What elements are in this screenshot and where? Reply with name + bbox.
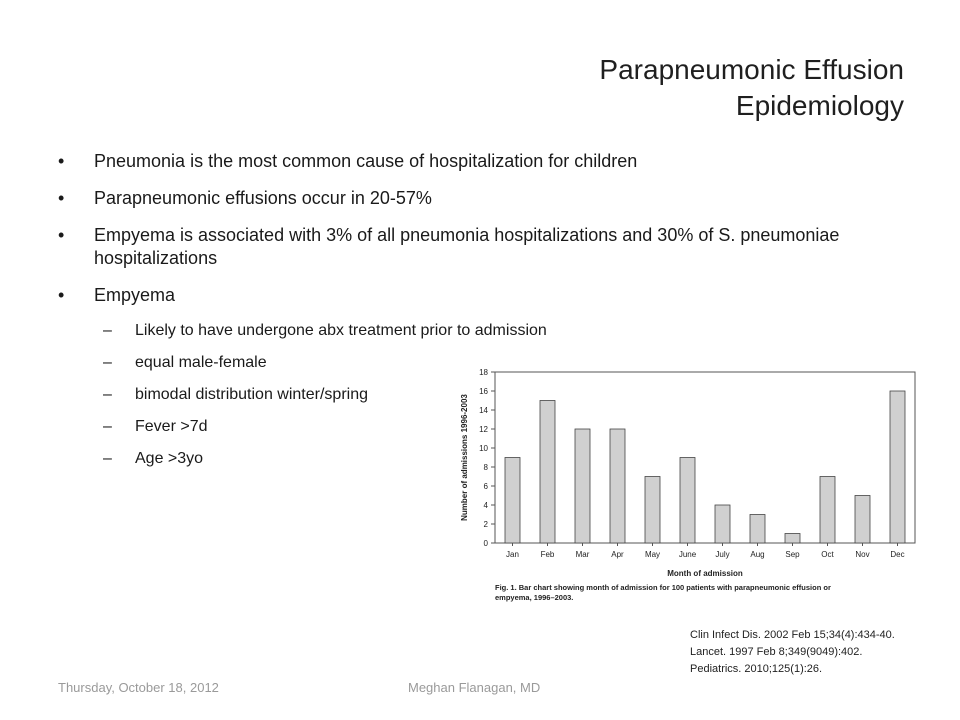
bar-oct <box>820 477 835 544</box>
bar-aug <box>750 515 765 544</box>
bullet-item <box>58 284 918 307</box>
title-line-2: Epidemiology <box>735 90 904 121</box>
bullet-item <box>58 150 918 173</box>
bullet-text: Empyema is associated with 3% of all pneumonia hospitalizations and 30% of S. pneumoniae hospitalizations <box>94 225 840 268</box>
sub-bullet-text: Likely to have undergone abx treatment prior to admission <box>135 322 547 339</box>
dash-icon: – <box>103 354 112 371</box>
bullet-item <box>58 224 918 270</box>
dash-icon: – <box>103 418 112 435</box>
y-tick-label: 4 <box>483 501 488 510</box>
bar-apr <box>610 429 625 543</box>
y-tick-label: 18 <box>479 368 488 377</box>
x-tick-label: Mar <box>575 550 590 559</box>
x-tick-label: Oct <box>821 550 834 559</box>
y-tick-label: 10 <box>479 444 488 453</box>
bullet-dot-icon: • <box>58 225 65 245</box>
caption-label: Fig. 1. <box>495 583 519 592</box>
x-tick-label: June <box>678 550 697 559</box>
title-line-1: Parapneumonic Effusion <box>599 54 904 85</box>
sub-bullet-text: Fever >7d <box>135 418 208 435</box>
bar-june <box>680 458 695 544</box>
bar-feb <box>540 401 555 544</box>
x-tick-label: Feb <box>540 550 555 559</box>
y-tick-label: 12 <box>479 425 488 434</box>
bar-may <box>645 477 660 544</box>
reference-line: Lancet. 1997 Feb 8;349(9049):402. <box>690 646 863 658</box>
bullet-text: Empyema <box>94 285 176 305</box>
y-axis-label: Number of admissions 1996-2003 <box>460 394 469 521</box>
bar-nov <box>855 496 870 544</box>
slide-title <box>264 52 904 124</box>
x-tick-label: Nov <box>855 550 870 559</box>
footer-date: Thursday, October 18, 2012 <box>58 680 219 695</box>
x-tick-label: Jan <box>506 550 519 559</box>
x-axis-label: Month of admission <box>667 569 743 578</box>
sub-bullet-text: Age >3yo <box>135 450 204 467</box>
sub-bullet-text: bimodal distribution winter/spring <box>135 386 368 403</box>
dash-icon: – <box>103 386 112 403</box>
bar-sep <box>785 534 800 544</box>
x-tick-label: Dec <box>890 550 905 559</box>
y-tick-label: 6 <box>483 482 488 491</box>
bar-jan <box>505 458 520 544</box>
sub-bullet-item <box>58 321 918 341</box>
bullet-text: Parapneumonic effusions occur in 20-57% <box>94 188 432 208</box>
figure-caption-line-2: empyema, 1996–2003. <box>495 593 574 602</box>
bullet-dot-icon: • <box>58 188 65 208</box>
x-tick-label: May <box>644 550 661 559</box>
y-tick-label: 0 <box>483 539 488 548</box>
x-tick-label: July <box>715 550 730 559</box>
bullet-text: Pneumonia is the most common cause of hospitalization for children <box>94 151 638 171</box>
y-tick-label: 16 <box>479 387 488 396</box>
reference-line: Clin Infect Dis. 2002 Feb 15;34(4):434-40. <box>690 629 895 641</box>
bar-dec <box>890 391 905 543</box>
dash-icon: – <box>103 450 112 467</box>
y-tick-label: 8 <box>483 463 488 472</box>
bar-mar <box>575 429 590 543</box>
bullet-item <box>58 187 918 210</box>
sub-bullet-text: equal male-female <box>135 354 267 371</box>
plot-frame <box>495 372 915 543</box>
figure-caption <box>495 583 831 592</box>
x-tick-label: Aug <box>750 550 765 559</box>
admissions-bar-chart <box>440 360 920 610</box>
x-tick-label: Apr <box>611 550 624 559</box>
footer-author: Meghan Flanagan, MD <box>408 680 541 695</box>
reference-line: Pediatrics. 2010;125(1):26. <box>690 663 823 675</box>
dash-icon: – <box>103 322 112 339</box>
x-tick-label: Sep <box>785 550 800 559</box>
y-tick-label: 2 <box>483 520 488 529</box>
bar-july <box>715 505 730 543</box>
y-tick-label: 14 <box>479 406 488 415</box>
chart-svg <box>440 360 920 610</box>
bullet-dot-icon: • <box>58 285 65 305</box>
references <box>690 627 895 678</box>
bullet-dot-icon: • <box>58 151 65 171</box>
caption-text: Bar chart showing month of admission for 100 patients with parapneumonic effusion or <box>518 583 831 592</box>
